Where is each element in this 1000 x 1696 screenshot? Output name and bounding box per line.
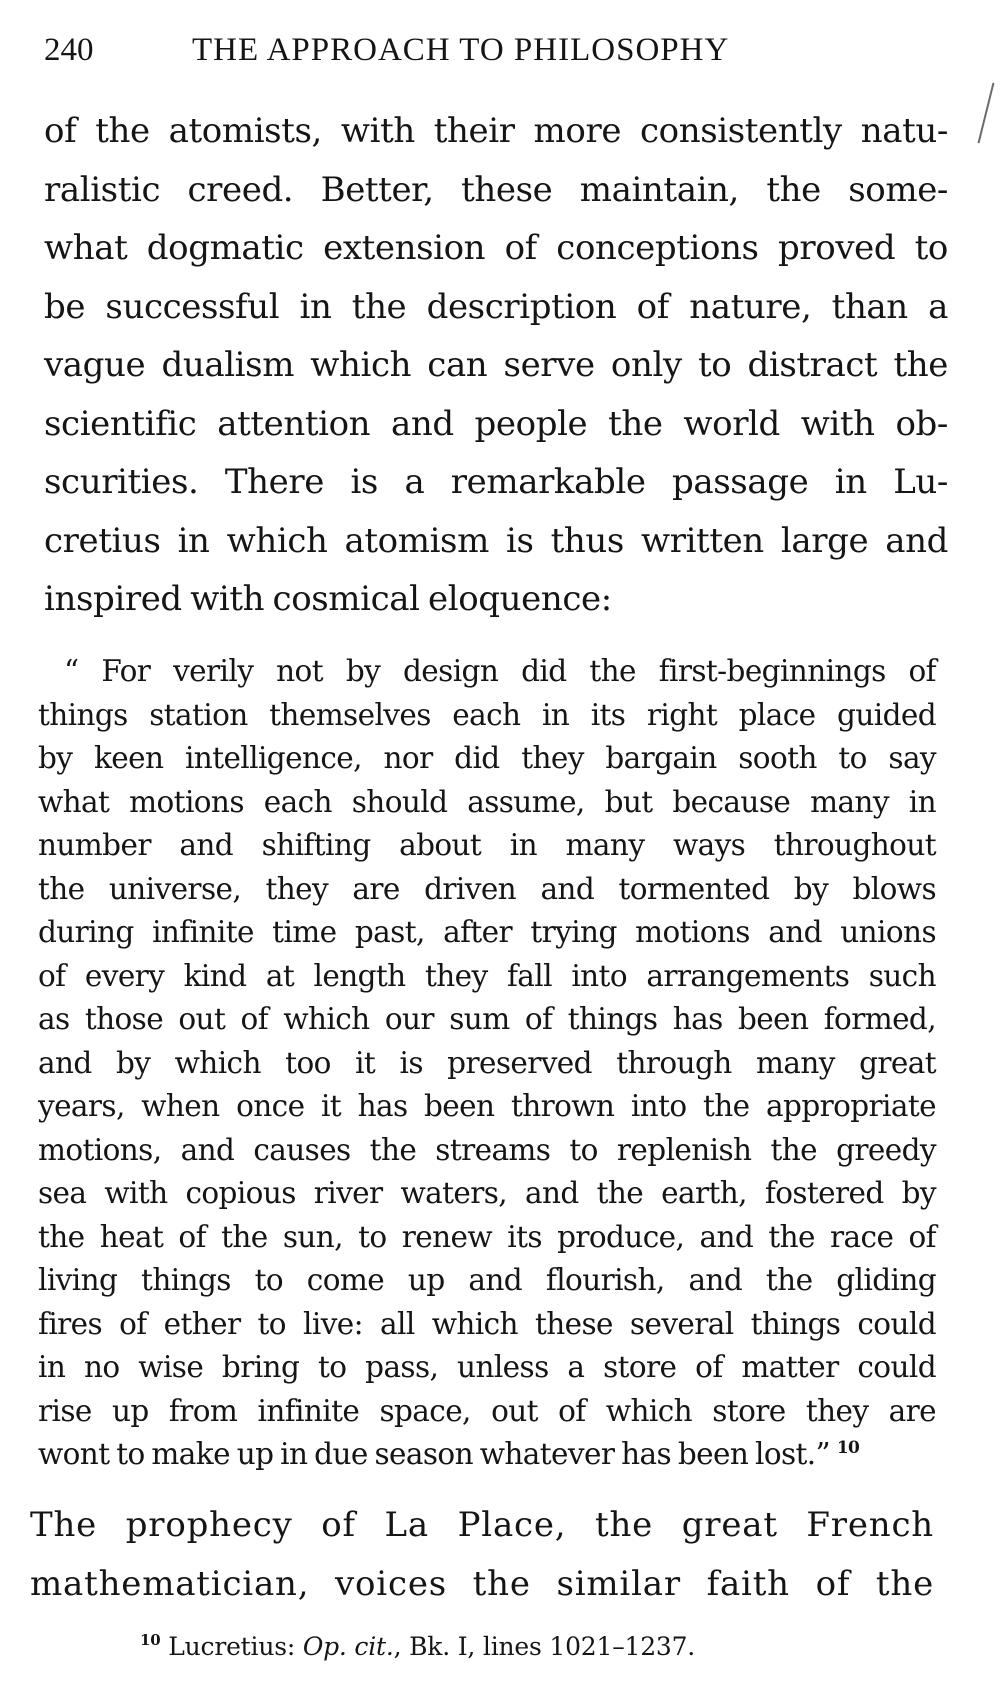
quote-line-text: wont to make up in due season whatever has been lost.” — [38, 1437, 831, 1471]
footnote-reference: 10 — [836, 1438, 860, 1458]
body-line: scientific attention and people the world with ob- — [44, 403, 948, 444]
running-head — [44, 26, 924, 74]
quote-line: what motions each should assume, but because many in — [38, 784, 936, 819]
quote-line: motions, and causes the streams to replenish the greedy — [38, 1132, 936, 1167]
footnote — [140, 1627, 940, 1667]
quote-line: things station themselves each in its right place guided — [38, 697, 936, 732]
closing-paragraph — [30, 1496, 934, 1613]
quote-line: “ For verily not by design did the first-beginnings of — [64, 654, 936, 688]
body-line: of the atomists, with their more consistently natu- — [44, 111, 948, 151]
quote-line: of every kind at length they fall into arrangements such — [38, 958, 936, 993]
quote-line: in no wise bring to pass, unless a store of matter could — [38, 1350, 936, 1384]
body-line: what dogmatic extension of conceptions proved to — [44, 228, 948, 268]
body-line: vague dualism which can serve only to distract the — [44, 345, 948, 385]
quote-line: the universe, they are driven and tormented by blows — [38, 871, 936, 906]
footnote-rest: , Bk. I, lines 1021–1237. — [393, 1632, 696, 1661]
quote-line: as those out of which our sum of things has been formed, — [38, 1002, 936, 1036]
page-number: 240 — [44, 32, 94, 68]
body-line: ralistic creed. Better, these maintain, the some- — [44, 169, 948, 210]
quote-line: fires of ether to live: all which these several things could — [38, 1306, 936, 1341]
body-line: mathematician, voices the similar faith of the — [30, 1563, 934, 1604]
block-quote — [38, 650, 936, 1477]
quote-line: years, when once it has been thrown into the appropriate — [38, 1089, 936, 1123]
footnote-number: 10 — [140, 1631, 161, 1649]
quote-line: rise up from infinite space, out of which store they are — [38, 1393, 936, 1428]
body-paragraph — [44, 102, 948, 629]
quote-line: by keen intelligence, nor did they bargain sooth to say — [38, 741, 936, 775]
quote-line: living things to come up and flourish, and the gliding — [38, 1263, 936, 1297]
body-line: inspired with cosmical eloquence: — [44, 579, 612, 619]
quote-line: during infinite time past, after trying motions and unions — [38, 915, 936, 949]
quote-line: sea with copious river waters, and the earth, fostered by — [38, 1176, 936, 1210]
quote-line: number and shifting about in many ways throughout — [38, 828, 936, 862]
footnote-work: Op. cit. — [302, 1632, 394, 1661]
body-line: cretius in which atomism is thus written large and — [44, 520, 948, 561]
body-line: be successful in the description of nature, than a — [44, 286, 948, 327]
quote-line: the heat of the sun, to renew its produce, and the race of — [38, 1219, 936, 1254]
quote-line-last — [38, 1433, 936, 1477]
body-line: The prophecy of La Place, the great French — [30, 1505, 934, 1545]
quote-line: and by which too it is preserved through many great — [38, 1045, 936, 1080]
pencil-mark — [978, 83, 995, 144]
body-line: scurities. There is a remarkable passage in Lu- — [44, 462, 948, 502]
footnote-author: Lucretius: — [168, 1632, 303, 1661]
running-title: THE APPROACH TO PHILOSOPHY — [192, 32, 730, 68]
